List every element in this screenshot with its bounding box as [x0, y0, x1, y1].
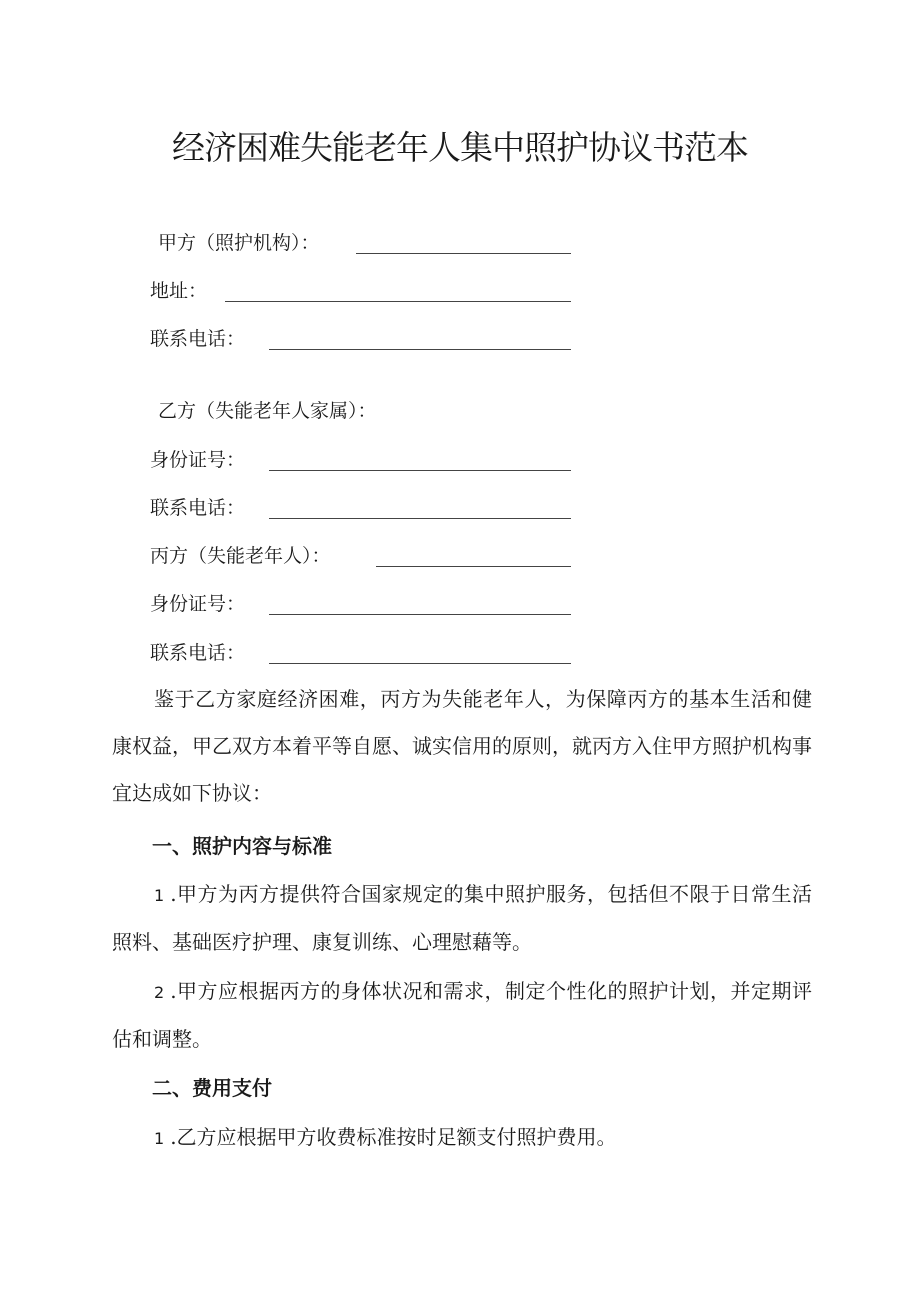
item-number: 2 — [154, 983, 165, 1002]
party-b-id-blank[interactable] — [269, 470, 571, 471]
party-c-id-field — [150, 589, 571, 619]
item-text: .乙方应根据甲方收费标准按时足额支付照护费用。 — [170, 1125, 617, 1149]
party-b-id-field — [150, 445, 571, 475]
party-b-phone-field — [150, 493, 571, 523]
party-c-phone-field — [150, 638, 571, 668]
party-b-id-label: 身份证号： — [150, 449, 246, 471]
section-heading: 二、费用支付 — [152, 1076, 272, 1100]
party-c-phone-label: 联系电话： — [150, 642, 246, 664]
party-c-id-label: 身份证号： — [150, 593, 246, 615]
party-a-phone-label: 联系电话： — [150, 328, 246, 350]
party-a-address-field — [150, 276, 571, 306]
section-heading: 一、照护内容与标准 — [152, 834, 332, 858]
party-a-field — [158, 228, 571, 258]
party-b-phone-blank[interactable] — [269, 518, 571, 519]
section-item — [112, 968, 812, 1063]
party-a-address-label: 地址： — [150, 280, 208, 302]
item-text: .甲方应根据丙方的身体状况和需求，制定个性化的照护计划，并定期评估和调整。 — [112, 979, 812, 1051]
party-b-phone-label: 联系电话： — [150, 497, 246, 519]
party-a-label: 甲方（照护机构）： — [158, 232, 320, 254]
party-c-field — [150, 541, 571, 571]
preamble-paragraph: 鉴于乙方家庭经济困难，丙方为失能老年人，为保障丙方的基本生活和健康权益，甲乙双方本着平等自愿、诚实信用的原则，就丙方入住甲方照护机构事宜达成如下协议： — [112, 687, 812, 805]
party-c-blank[interactable] — [376, 566, 571, 567]
item-number: 1 — [154, 1129, 165, 1148]
party-c-phone-blank[interactable] — [269, 663, 571, 664]
party-b-field — [158, 396, 571, 426]
item-text: .甲方为丙方提供符合国家规定的集中照护服务，包括但不限于日常生活照料、基础医疗护理、康复训练、心理慰藉等。 — [112, 882, 812, 954]
party-a-address-blank[interactable] — [225, 301, 571, 302]
party-a-blank[interactable] — [356, 253, 571, 254]
party-b-label: 乙方（失能老年人家属）： — [158, 400, 377, 422]
party-a-phone-field — [150, 324, 571, 354]
party-c-label: 丙方（失能老年人）： — [150, 545, 331, 567]
item-number: 1 — [154, 886, 165, 905]
party-a-phone-blank[interactable] — [269, 349, 571, 350]
party-c-id-blank[interactable] — [269, 614, 571, 615]
section-item — [112, 1114, 812, 1162]
section-item — [112, 871, 812, 966]
page-title: 经济困难失能老年人集中照护协议书范本 — [172, 128, 748, 167]
